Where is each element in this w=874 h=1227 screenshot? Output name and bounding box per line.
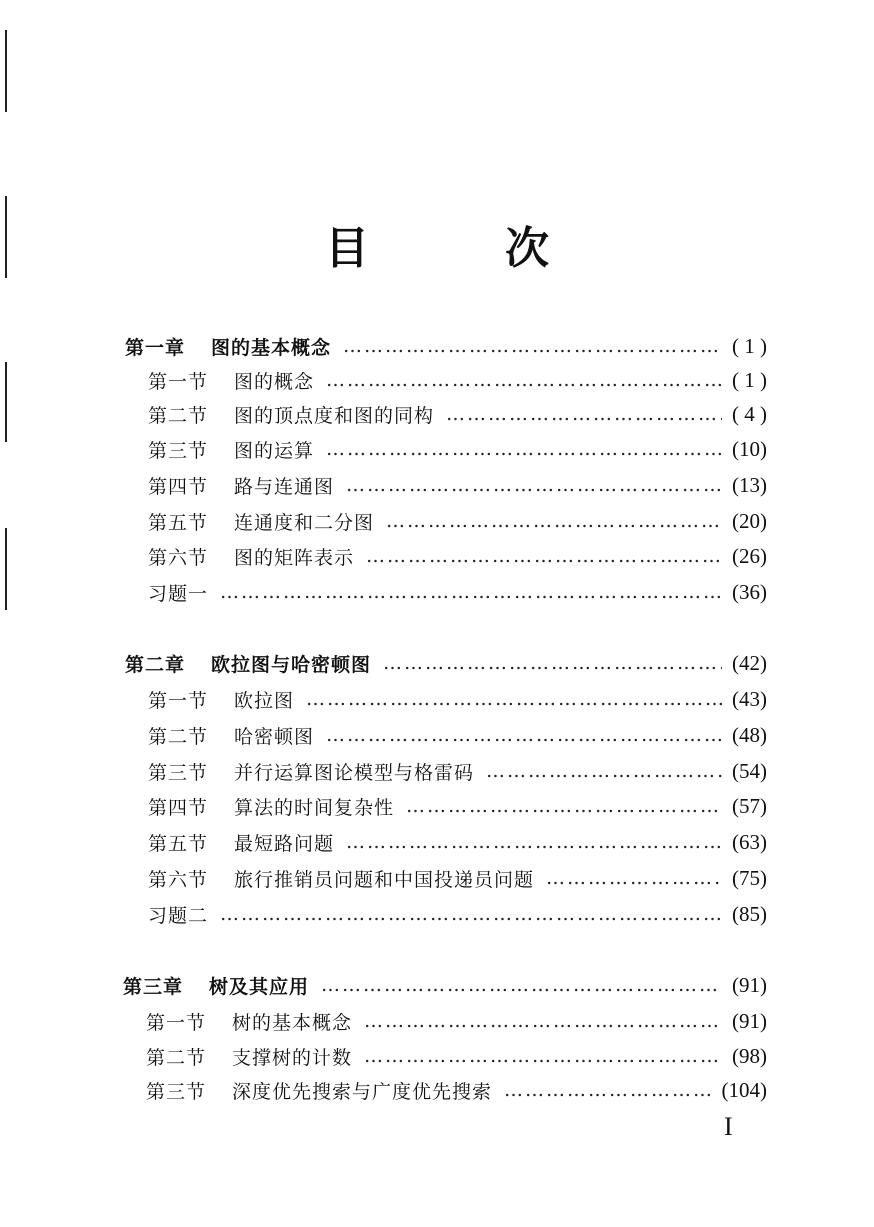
toc-section[interactable] xyxy=(148,862,767,894)
leader-dots xyxy=(406,795,722,817)
page-number: (48) xyxy=(732,722,767,747)
toc-section[interactable] xyxy=(148,790,767,822)
scan-edge-mark xyxy=(5,528,7,610)
toc-section[interactable] xyxy=(148,364,767,396)
section-name: 欧拉图 xyxy=(234,689,295,712)
leader-dots xyxy=(326,369,722,391)
exercise-label: 习题一 xyxy=(148,582,209,605)
leader-dots xyxy=(346,831,722,853)
page-number: (63) xyxy=(732,829,767,854)
section-name: 最短路问题 xyxy=(234,832,335,855)
chapter-label: 第二章 xyxy=(125,653,186,676)
leader-dots xyxy=(326,438,722,460)
section-label: 第五节 xyxy=(148,832,209,855)
chapter-name: 树及其应用 xyxy=(209,975,310,998)
section-label: 第六节 xyxy=(148,868,209,891)
toc-section[interactable] xyxy=(148,505,767,537)
leader-dots xyxy=(546,867,722,889)
exercise-label: 习题二 xyxy=(148,904,209,927)
section-name: 图的概念 xyxy=(234,370,315,393)
toc-section[interactable] xyxy=(148,433,767,465)
page-number: (10) xyxy=(732,436,767,461)
toc-chapter[interactable] xyxy=(123,969,767,1001)
page-number: (42) xyxy=(732,650,767,675)
page-number: ( 1 ) xyxy=(732,367,767,392)
page-number: ( 4 ) xyxy=(732,401,767,426)
leader-dots xyxy=(220,581,722,603)
section-label: 第三节 xyxy=(148,761,209,784)
toc-section[interactable] xyxy=(148,683,767,715)
page-title: 目 次 xyxy=(325,223,595,274)
page-number: (91) xyxy=(732,972,767,997)
section-label: 第一节 xyxy=(148,689,209,712)
section-label: 第二节 xyxy=(148,404,209,427)
toc-section[interactable] xyxy=(148,719,767,751)
section-name: 哈密顿图 xyxy=(234,725,315,748)
section-label: 第六节 xyxy=(148,546,209,569)
toc-section[interactable] xyxy=(148,469,767,501)
page-number: (13) xyxy=(732,472,767,497)
section-label: 第三节 xyxy=(148,439,209,462)
page-number: (36) xyxy=(732,579,767,604)
page-number: (43) xyxy=(732,686,767,711)
section-name: 图的顶点度和图的同构 xyxy=(234,404,435,427)
section-label: 第五节 xyxy=(148,511,209,534)
section-label: 第二节 xyxy=(146,1046,207,1069)
section-name: 支撑树的计数 xyxy=(232,1046,353,1069)
page-number: (104) xyxy=(721,1077,767,1102)
section-label: 第四节 xyxy=(148,796,209,819)
section-name: 树的基本概念 xyxy=(232,1011,353,1034)
section-name: 深度优先搜索与广度优先搜索 xyxy=(232,1080,493,1103)
toc-section[interactable] xyxy=(148,398,767,430)
page-number: (85) xyxy=(732,901,767,926)
section-name: 图的运算 xyxy=(234,439,315,462)
leader-dots xyxy=(343,335,722,357)
leader-dots xyxy=(383,652,722,674)
leader-dots xyxy=(504,1079,711,1101)
leader-dots xyxy=(366,545,722,567)
leader-dots xyxy=(386,510,722,532)
toc-section[interactable] xyxy=(146,1040,767,1072)
leader-dots xyxy=(220,903,722,925)
leader-dots xyxy=(346,474,722,496)
section-label: 第一节 xyxy=(148,370,209,393)
chapter-name: 图的基本概念 xyxy=(211,336,332,359)
page-number: (26) xyxy=(732,543,767,568)
chapter-label: 第一章 xyxy=(125,336,186,359)
leader-dots xyxy=(321,974,722,996)
page-folio: I xyxy=(724,1112,733,1141)
section-label: 第四节 xyxy=(148,475,209,498)
section-label: 第二节 xyxy=(148,725,209,748)
leader-dots xyxy=(326,724,722,746)
section-name: 图的矩阵表示 xyxy=(234,546,355,569)
section-name: 旅行推销员问题和中国投递员问题 xyxy=(234,868,535,891)
leader-dots xyxy=(364,1010,722,1032)
toc-exercise[interactable] xyxy=(148,576,767,608)
page-number: (57) xyxy=(732,793,767,818)
section-name: 路与连通图 xyxy=(234,475,335,498)
toc-section[interactable] xyxy=(148,826,767,858)
section-name: 算法的时间复杂性 xyxy=(234,796,395,819)
section-label: 第三节 xyxy=(146,1080,207,1103)
toc-section[interactable] xyxy=(146,1074,767,1106)
scan-edge-mark xyxy=(5,362,7,442)
toc-section[interactable] xyxy=(148,755,767,787)
toc-section[interactable] xyxy=(148,540,767,572)
section-name: 并行运算图论模型与格雷码 xyxy=(234,761,475,784)
toc-chapter[interactable] xyxy=(125,330,767,362)
page-number: (20) xyxy=(732,508,767,533)
chapter-name: 欧拉图与哈密顿图 xyxy=(211,653,372,676)
toc-chapter[interactable] xyxy=(125,647,767,679)
chapter-label: 第三章 xyxy=(123,975,184,998)
page-number: (75) xyxy=(732,865,767,890)
page-number: (54) xyxy=(732,758,767,783)
leader-dots xyxy=(306,688,722,710)
leader-dots xyxy=(446,403,722,425)
leader-dots xyxy=(364,1045,722,1067)
page-number: (91) xyxy=(732,1008,767,1033)
section-name: 连通度和二分图 xyxy=(234,511,375,534)
scan-edge-mark xyxy=(5,30,7,112)
page-number: (98) xyxy=(732,1043,767,1068)
page-number: ( 1 ) xyxy=(732,333,767,358)
section-label: 第一节 xyxy=(146,1011,207,1034)
toc-section[interactable] xyxy=(146,1005,767,1037)
leader-dots xyxy=(486,760,722,782)
toc-exercise[interactable] xyxy=(148,898,767,930)
